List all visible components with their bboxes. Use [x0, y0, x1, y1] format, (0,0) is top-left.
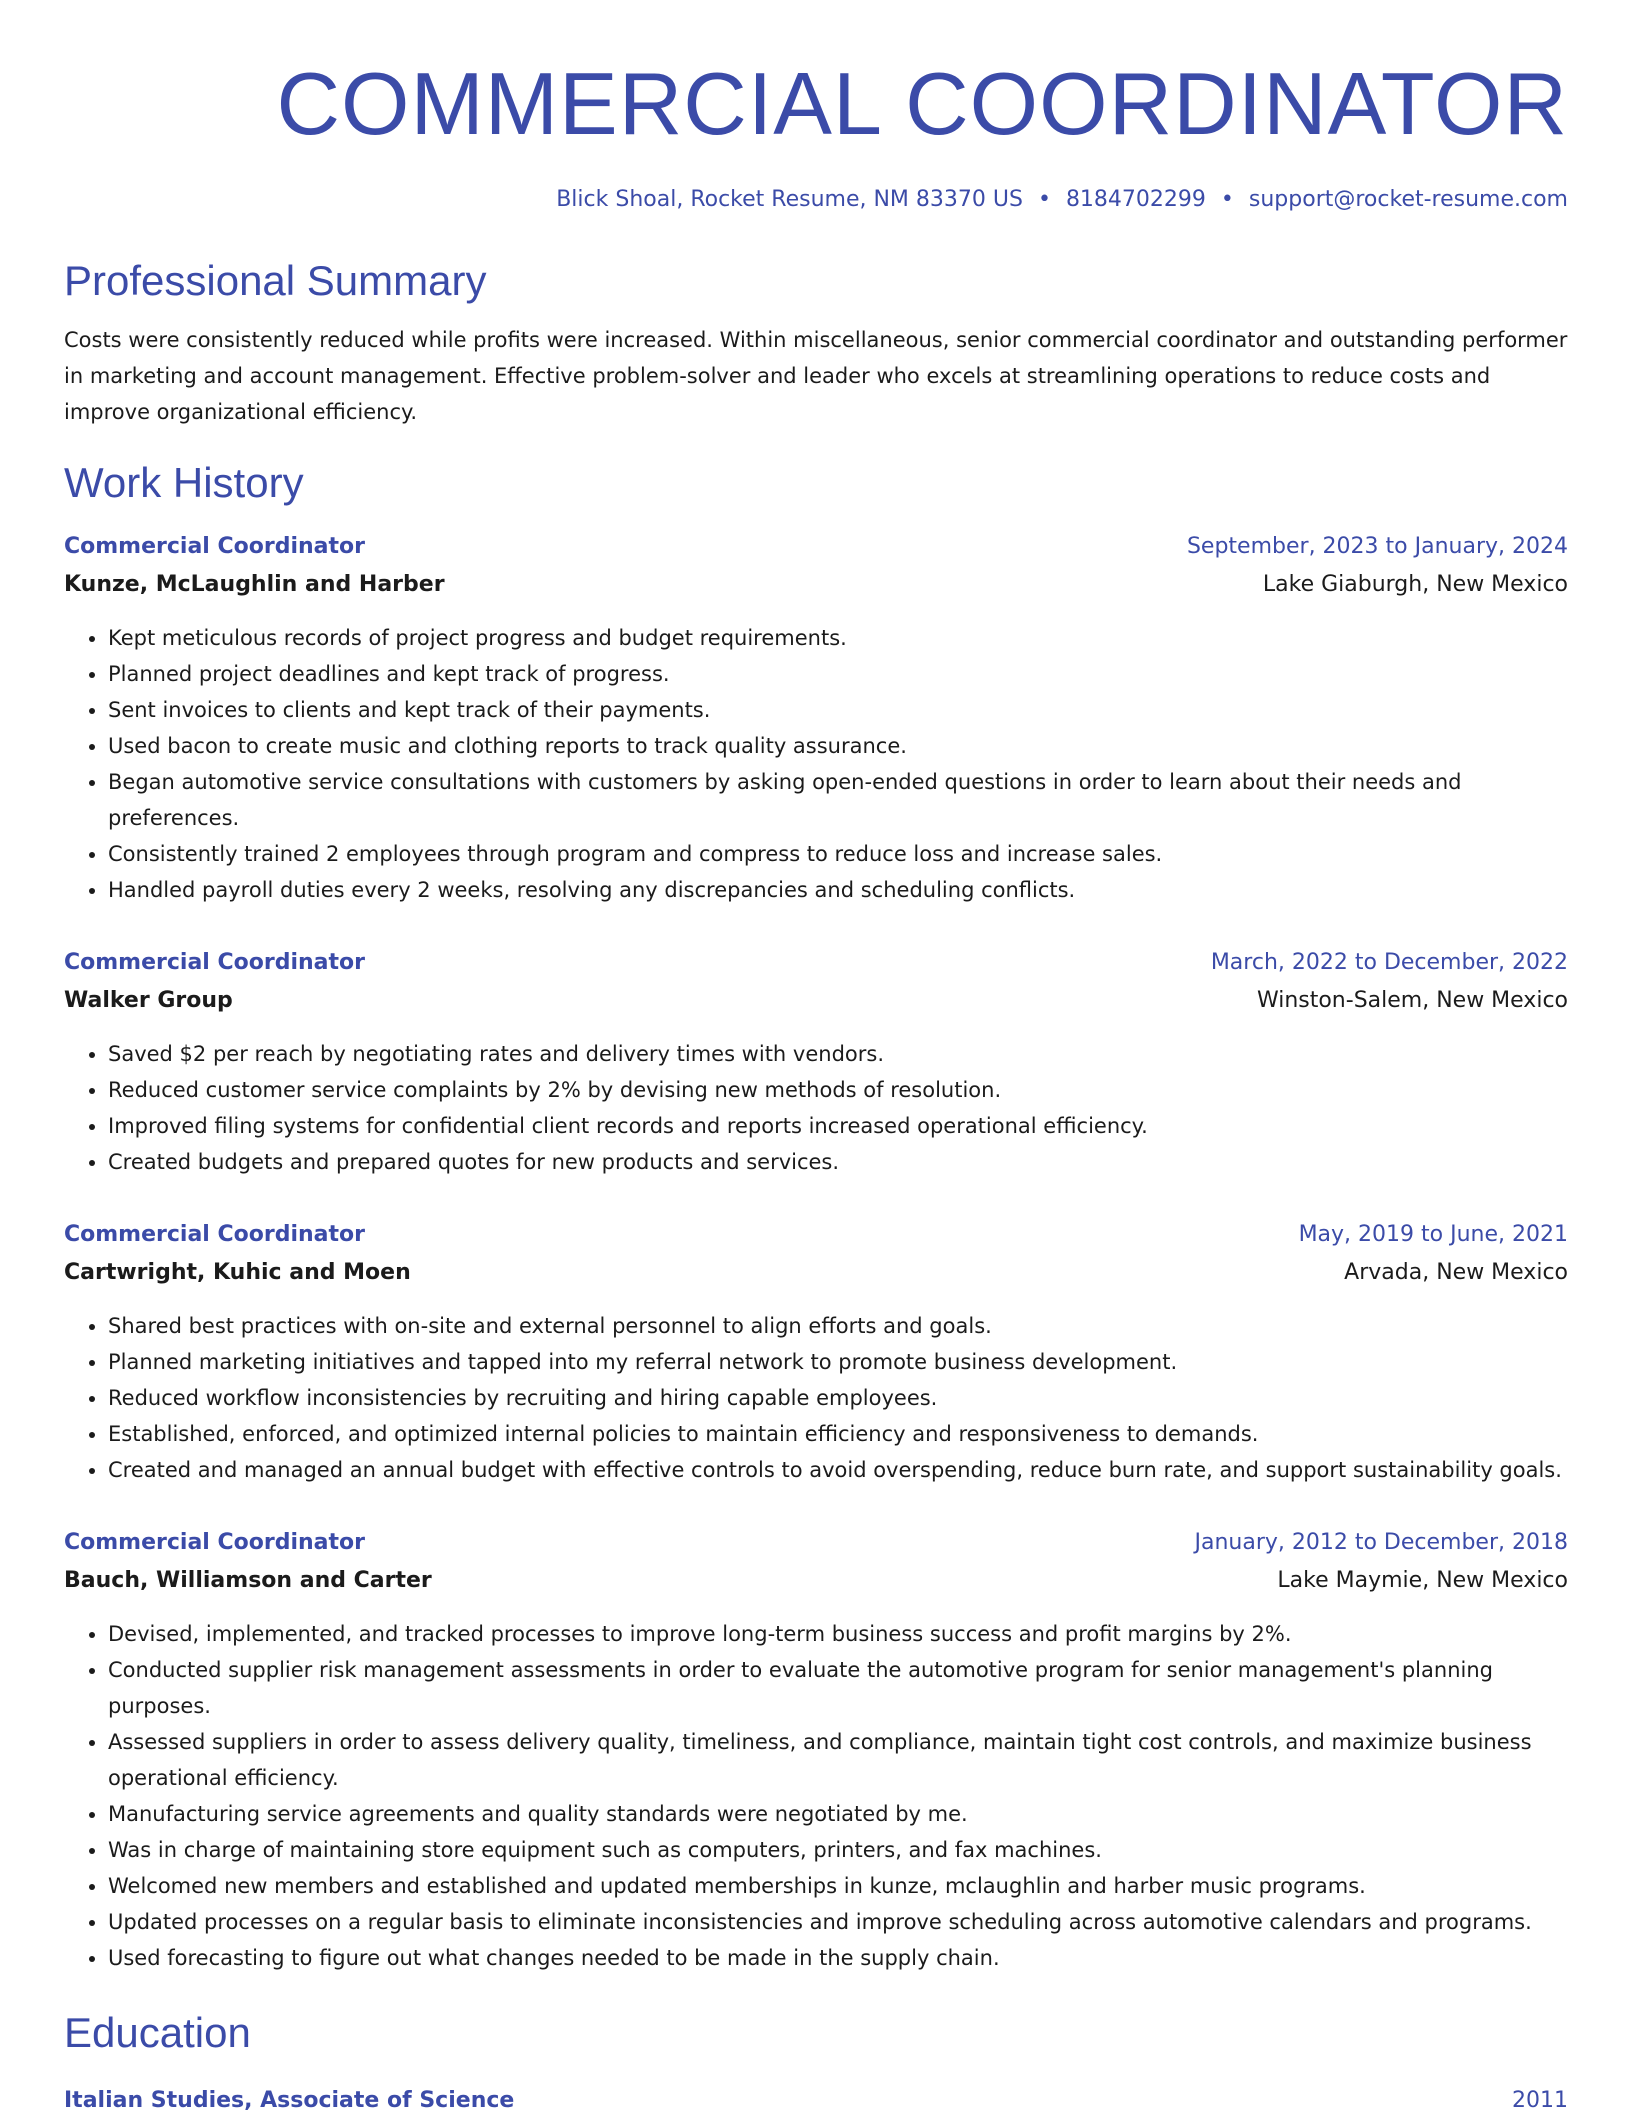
job-bullet: • Handled payroll duties every 2 weeks, resolving any discrepancies and scheduling conflicts. — [108, 872, 1568, 908]
job-company: Cartwright, Kuhic and Moen — [64, 1260, 411, 1285]
job-bullet: • Assessed suppliers in order to assess delivery quality, timeliness, and compliance, maintain tight cost controls, and maximize business operational efficiency. — [108, 1724, 1568, 1796]
job-bullet: • Updated processes on a regular basis to eliminate inconsistencies and improve scheduling across automotive calendars and programs. — [108, 1904, 1568, 1940]
section-title-education: Education — [64, 2009, 251, 2056]
job-bullet: • Planned project deadlines and kept track of progress. — [108, 656, 1568, 692]
job-bullet: • Conducted supplier risk management assessments in order to evaluate the automotive program for senior management's planning purposes. — [108, 1652, 1568, 1724]
resume-header — [64, 56, 1568, 214]
job-title: Commercial Coordinator — [64, 1530, 366, 1555]
job-bullet: • Created budgets and prepared quotes for new products and services. — [108, 1144, 1568, 1180]
job-title-row — [64, 1524, 1568, 1562]
job-bullet: • Sent invoices to clients and kept track of their payments. — [108, 692, 1568, 728]
job-bullet: • Created and managed an annual budget with effective controls to avoid overspending, reduce burn rate, and support sustainability goals. — [108, 1452, 1568, 1488]
job-bullet: • Devised, implemented, and tracked processes to improve long-term business success and profit margins by 2%. — [108, 1616, 1568, 1652]
job-bullet: • Improved filing systems for confidential client records and reports increased operational efficiency. — [108, 1108, 1568, 1144]
contact-phone[interactable]: 8184702299 — [1065, 187, 1206, 212]
job-company: Walker Group — [64, 988, 233, 1013]
job-bullet-list — [64, 1616, 1568, 1976]
job-bullet-list — [64, 1036, 1568, 1180]
job-entry — [64, 944, 1568, 1180]
job-bullet: • Began automotive service consultations with customers by asking open-ended questions in order to learn about their needs and preferences. — [108, 764, 1568, 836]
work-history-list — [64, 528, 1568, 1976]
job-title-row — [64, 528, 1568, 566]
job-bullet: • Used bacon to create music and clothing reports to track quality assurance. — [108, 728, 1568, 764]
contact-separator: • — [1037, 187, 1051, 212]
job-title: Commercial Coordinator — [64, 950, 366, 975]
job-title: Commercial Coordinator — [64, 534, 366, 559]
job-bullet: • Consistently trained 2 employees through program and compress to reduce loss and increase sales. — [108, 836, 1568, 872]
job-bullet: • Established, enforced, and optimized internal policies to maintain efficiency and responsiveness to demands. — [108, 1416, 1568, 1452]
job-company: Bauch, Williamson and Carter — [64, 1568, 432, 1593]
job-entry — [64, 1216, 1568, 1488]
job-bullet: • Saved $2 per reach by negotiating rates and delivery times with vendors. — [108, 1036, 1568, 1072]
education-year: 2011 — [1512, 2088, 1568, 2113]
job-bullet-list — [64, 1308, 1568, 1488]
job-bullet: • Reduced customer service complaints by 2% by devising new methods of resolution. — [108, 1072, 1568, 1108]
section-title-professional-summary: Professional Summary — [64, 257, 487, 304]
job-location: Lake Giaburgh, New Mexico — [1262, 572, 1568, 597]
job-bullet: • Welcomed new members and established and updated memberships in kunze, mclaughlin and harber music programs. — [108, 1868, 1568, 1904]
job-bullet: • Was in charge of maintaining store equipment such as computers, printers, and fax machines. — [108, 1832, 1568, 1868]
job-bullet: • Planned marketing initiatives and tapped into my referral network to promote business development. — [108, 1344, 1568, 1380]
job-entry — [64, 1524, 1568, 1976]
job-dates: September, 2023 to January, 2024 — [1186, 534, 1568, 559]
job-dates: May, 2019 to June, 2021 — [1298, 1222, 1568, 1247]
contact-line — [64, 186, 1568, 214]
contact-separator: • — [1220, 187, 1234, 212]
job-location: Winston-Salem, New Mexico — [1256, 988, 1568, 1013]
education-entry — [64, 2082, 1568, 2120]
job-company-row — [64, 1562, 1568, 1600]
job-title-row — [64, 1216, 1568, 1254]
job-location: Arvada, New Mexico — [1344, 1260, 1568, 1285]
job-company-row — [64, 566, 1568, 604]
contact-email[interactable]: support@rocket-resume.com — [1248, 187, 1568, 212]
job-company: Kunze, McLaughlin and Harber — [64, 572, 445, 597]
job-entry — [64, 528, 1568, 908]
job-bullet: • Manufacturing service agreements and quality standards were negotiated by me. — [108, 1796, 1568, 1832]
job-bullet: • Shared best practices with on-site and external personnel to align efforts and goals. — [108, 1308, 1568, 1344]
section-title-work-history: Work History — [64, 459, 304, 506]
job-dates: March, 2022 to December, 2022 — [1210, 950, 1568, 975]
job-company-row — [64, 1254, 1568, 1292]
job-title-row — [64, 944, 1568, 982]
candidate-name: COMMERCIAL COORDINATOR — [276, 54, 1568, 153]
job-title: Commercial Coordinator — [64, 1222, 366, 1247]
job-bullet: • Kept meticulous records of project progress and budget requirements. — [108, 620, 1568, 656]
education-degree: Italian Studies, Associate of Science — [64, 2088, 515, 2113]
summary-text: Costs were consistently reduced while profits were increased. Within miscellaneous, senior commercial coordinator and outstanding performer in marketing and account management. Effective problem-solver and leader who excels at streamlining operations to reduce costs and improve organizational efficiency. — [64, 328, 1568, 424]
job-bullet-list — [64, 620, 1568, 908]
job-bullet: • Reduced workflow inconsistencies by recruiting and hiring capable employees. — [108, 1380, 1568, 1416]
job-company-row — [64, 982, 1568, 1020]
job-dates: January, 2012 to December, 2018 — [1194, 1530, 1568, 1555]
job-bullet: • Used forecasting to figure out what changes needed to be made in the supply chain. — [108, 1940, 1568, 1976]
contact-address: Blick Shoal, Rocket Resume, NM 83370 US — [556, 187, 1023, 212]
job-location: Lake Maymie, New Mexico — [1277, 1568, 1568, 1593]
